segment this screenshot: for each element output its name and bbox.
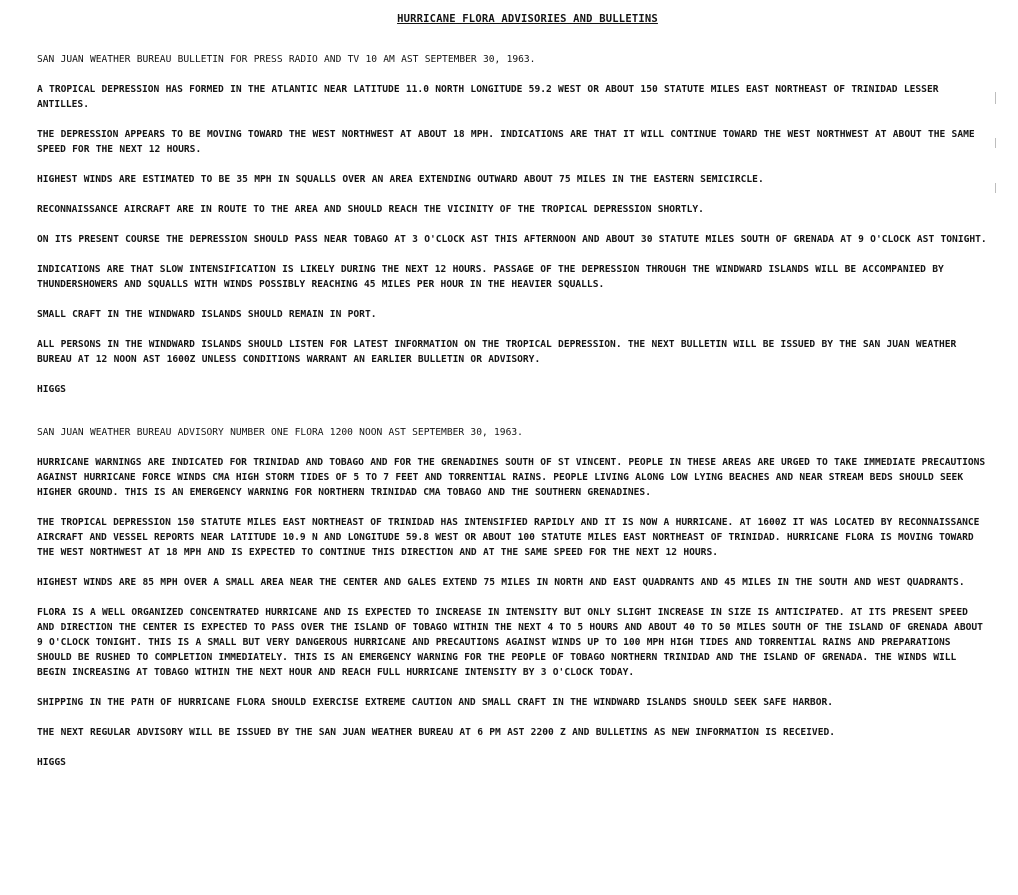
bulletin-paragraph-2: THE DEPRESSION APPEARS TO BE MOVING TOWARD THE WEST NORTHWEST AT ABOUT 18 MPH. INDICATIONS ARE THAT IT WILL CONTINUE TOWARD THE WEST NORTHWEST AT ABOUT THE SAME SPEED FOR THE NEXT 12 HOURS. bbox=[37, 129, 975, 155]
advisory-paragraph-6: THE NEXT REGULAR ADVISORY WILL BE ISSUED BY THE SAN JUAN WEATHER BUREAU AT 6 PM AST 2200 Z AND BULLETINS AS NEW INFORMATION IS RECEIVED. bbox=[37, 727, 836, 738]
scan-edge-mark bbox=[995, 138, 996, 148]
document-title: HURRICANE FLORA ADVISORIES AND BULLETINS bbox=[397, 13, 658, 25]
bulletin-paragraph-7: SMALL CRAFT IN THE WINDWARD ISLANDS SHOULD REMAIN IN PORT. bbox=[37, 309, 377, 320]
bulletin-section bbox=[37, 52, 988, 397]
bulletin-signature: HIGGS bbox=[37, 384, 66, 395]
bulletin-paragraph-6: INDICATIONS ARE THAT SLOW INTENSIFICATION IS LIKELY DURING THE NEXT 12 HOURS. PASSAGE OF THE DEPRESSION THROUGH THE WINDWARD ISLANDS WILL BE ACCOMPANIED BY THUNDERSHOWERS AND SQUALLS WITH WINDS POSSIBLY REACHING 45 MILES PER HOUR IN THE HEAVIER SQUALLS. bbox=[37, 264, 944, 290]
advisory-section bbox=[37, 425, 988, 770]
advisory-header: SAN JUAN WEATHER BUREAU ADVISORY NUMBER ONE FLORA 1200 NOON AST SEPTEMBER 30, 1963. bbox=[37, 427, 523, 438]
advisory-signature: HIGGS bbox=[37, 757, 66, 768]
section-divider bbox=[37, 412, 988, 425]
bulletin-paragraph-1: A TROPICAL DEPRESSION HAS FORMED IN THE ATLANTIC NEAR LATITUDE 11.0 NORTH LONGITUDE 59.2 WEST OR ABOUT 150 STATUTE MILES EAST NORTHEAST OF TRINIDAD LESSER ANTILLES. bbox=[37, 84, 939, 110]
advisory-paragraph-5: SHIPPING IN THE PATH OF HURRICANE FLORA SHOULD EXERCISE EXTREME CAUTION AND SMALL CRAFT IN THE WINDWARD ISLANDS SHOULD SEEK SAFE HARBOR. bbox=[37, 697, 834, 708]
bulletin-paragraph-4: RECONNAISSANCE AIRCRAFT ARE IN ROUTE TO THE AREA AND SHOULD REACH THE VICINITY OF THE TROPICAL DEPRESSION SHORTLY. bbox=[37, 204, 704, 215]
bulletin-paragraph-3: HIGHEST WINDS ARE ESTIMATED TO BE 35 MPH IN SQUALLS OVER AN AREA EXTENDING OUTWARD ABOUT 75 MILES IN THE EASTERN SEMICIRCLE. bbox=[37, 174, 764, 185]
bulletin-header: SAN JUAN WEATHER BUREAU BULLETIN FOR PRESS RADIO AND TV 10 AM AST SEPTEMBER 30, 1963. bbox=[37, 54, 536, 65]
bulletin-paragraph-5: ON ITS PRESENT COURSE THE DEPRESSION SHOULD PASS NEAR TOBAGO AT 3 O'CLOCK AST THIS AFTERNOON AND ABOUT 30 STATUTE MILES SOUTH OF GRENADA AT 9 O'CLOCK AST TONIGHT. bbox=[37, 234, 987, 245]
scan-edge-mark bbox=[995, 183, 996, 193]
advisory-paragraph-3: HIGHEST WINDS ARE 85 MPH OVER A SMALL AREA NEAR THE CENTER AND GALES EXTEND 75 MILES IN NORTH AND EAST QUADRANTS AND 45 MILES IN THE SOUTH AND WEST QUADRANTS. bbox=[37, 577, 965, 588]
advisory-paragraph-1: HURRICANE WARNINGS ARE INDICATED FOR TRINIDAD AND TOBAGO AND FOR THE GRENADINES SOUTH OF ST VINCENT. PEOPLE IN THESE AREAS ARE URGED TO TAKE IMMEDIATE PRECAUTIONS AGAINST HURRICANE FORCE WINDS CMA HIGH STORM TIDES OF 5 TO 7 FEET AND TORRENTIAL RAINS. PEOPLE LIVING ALONG LOW LYING BEACHES AND NEAR STREAM BEDS SHOULD SEEK HIGHER GROUND. THIS IS AN EMERGENCY WARNING FOR NORTHERN TRINIDAD CMA TOBAGO AND THE SOUTHERN GRENADINES. bbox=[37, 457, 986, 498]
advisory-paragraph-4: FLORA IS A WELL ORGANIZED CONCENTRATED HURRICANE AND IS EXPECTED TO INCREASE IN INTENSITY BUT ONLY SLIGHT INCREASE IN SIZE IS ANTICIPATED. AT ITS PRESENT SPEED AND DIRECTION THE CENTER IS EXPECTED TO PASS OVER THE ISLAND OF TOBAGO WITHIN THE NEXT 4 TO 5 HOURS AND ABOUT 40 TO 50 MILES SOUTH OF THE ISLAND OF GRENADA ABOUT 9 O'CLOCK TONIGHT. THIS IS A SMALL BUT VERY DANGEROUS HURRICANE AND PRECAUTIONS AGAINST WINDS UP TO 100 MPH HIGH TIDES AND TORRENTIAL RAINS AND PREPARATIONS SHOULD BE RUSHED TO COMPLETION IMMEDIATELY. THIS IS AN EMERGENCY WARNING FOR THE PEOPLE OF TOBAGO NORTHERN TRINIDAD AND THE ISLAND OF GRENADA. THE WINDS WILL BEGIN INCREASING AT TOBAGO WITHIN THE NEXT HOUR AND REACH FULL HURRICANE INTENSITY BY 3 O'CLOCK TODAY. bbox=[37, 607, 983, 678]
bulletin-paragraph-8: ALL PERSONS IN THE WINDWARD ISLANDS SHOULD LISTEN FOR LATEST INFORMATION ON THE TROPICAL DEPRESSION. THE NEXT BULLETIN WILL BE ISSUED BY THE SAN JUAN WEATHER BUREAU AT 12 NOON AST 1600Z UNLESS CONDITIONS WARRANT AN EARLIER BULLETIN OR ADVISORY. bbox=[37, 339, 957, 365]
advisory-paragraph-2: THE TROPICAL DEPRESSION 150 STATUTE MILES EAST NORTHEAST OF TRINIDAD HAS INTENSIFIED RAPIDLY AND IT IS NOW A HURRICANE. AT 1600Z IT WAS LOCATED BY RECONNAISSANCE AIRCRAFT AND VESSEL REPORTS NEAR LATITUDE 10.9 N AND LONGITUDE 59.8 WEST OR ABOUT 100 STATUTE MILES EAST NORTHEAST OF TRINIDAD. HURRICANE FLORA IS MOVING TOWARD THE WEST NORTHWEST AT 18 MPH AND IS EXPECTED TO CONTINUE THIS DIRECTION AND AT THE SAME SPEED FOR THE NEXT 12 HOURS. bbox=[37, 517, 980, 558]
scan-edge-mark bbox=[995, 92, 996, 104]
